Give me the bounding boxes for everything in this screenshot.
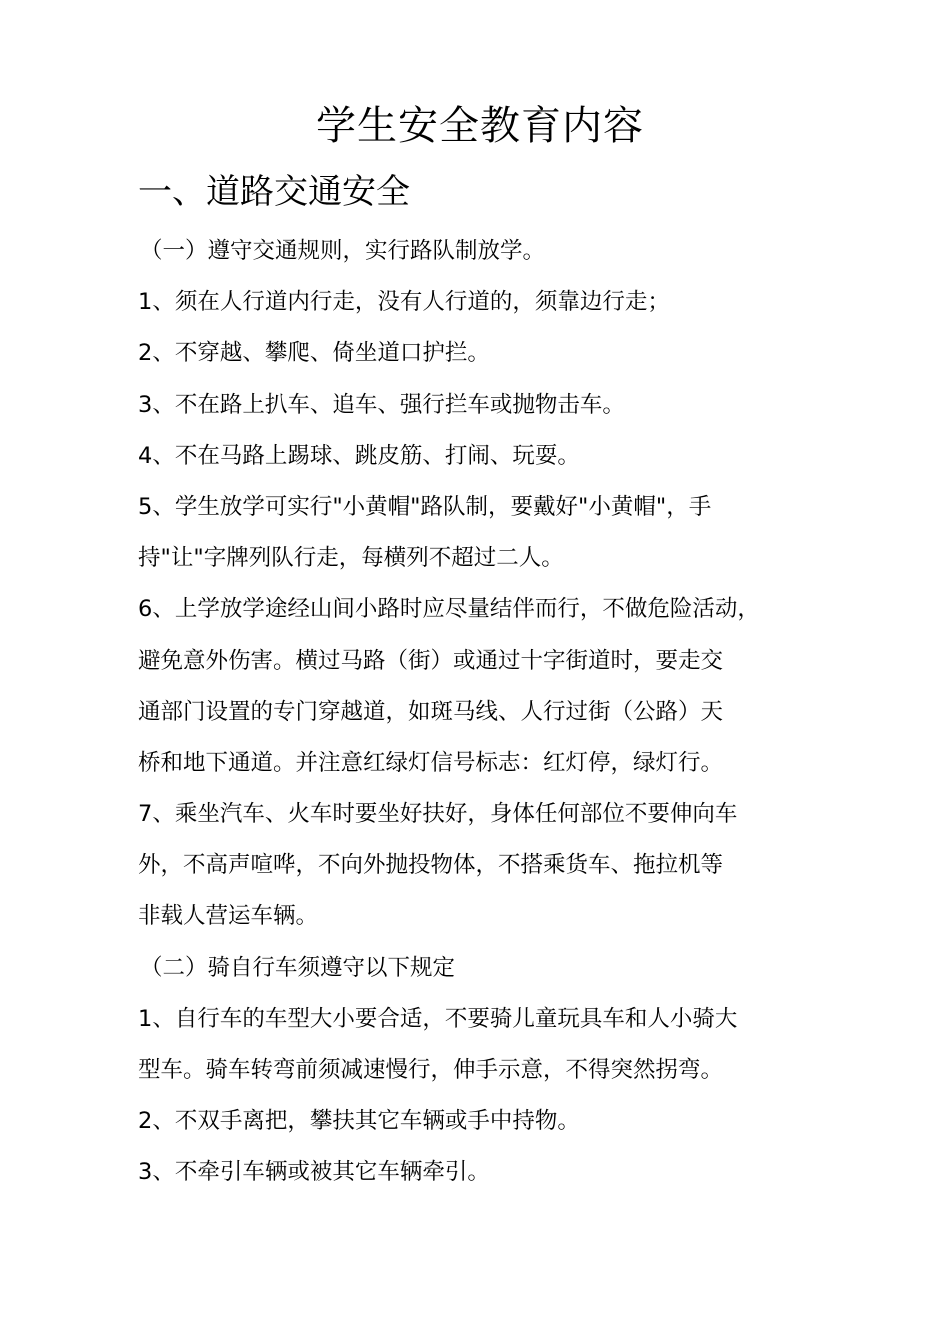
- paragraph-line: 外，不高声喧哗，不向外抛投物体，不搭乘货车、拖拉机等: [138, 852, 724, 879]
- paragraph-line: 7、乘坐汽车、火车时要坐好扶好，身体任何部位不要伸向车: [138, 801, 738, 828]
- paragraph-line: 5、学生放学可实行"小黄帽"路队制，要戴好"小黄帽"，手: [138, 493, 712, 520]
- paragraph-line: 桥和地下通道。并注意红绿灯信号标志：红灯停，绿灯行。: [138, 749, 724, 776]
- paragraph-line: 避免意外伤害。横过马路（街）或通过十字街道时，要走交: [138, 647, 724, 674]
- document-title: 学生安全教育内容: [316, 103, 644, 149]
- document-body: [138, 226, 838, 1199]
- paragraph-line: 2、不双手离把，攀扶其它车辆或手中持物。: [138, 1108, 580, 1135]
- paragraph-line: 4、不在马路上踢球、跳皮筋、打闹、玩耍。: [138, 442, 580, 469]
- paragraph-line: 3、不牵引车辆或被其它车辆牵引。: [138, 1159, 490, 1186]
- paragraph-line: 1、自行车的车型大小要合适，不要骑儿童玩具车和人小骑大: [138, 1005, 738, 1032]
- paragraph-line: 型车。骑车转弯前须减速慢行，伸手示意，不得突然拐弯。: [138, 1057, 724, 1083]
- paragraph-line: 6、上学放学途经山间小路时应尽量结伴而行，不做危险活动，: [138, 596, 760, 623]
- subsection-heading: （一）遵守交通规则，实行路队制放学。: [140, 238, 546, 264]
- paragraph-line: 2、不穿越、攀爬、倚坐道口护拦。: [138, 340, 490, 367]
- subsection-heading: （二）骑自行车须遵守以下规定: [140, 954, 456, 981]
- paragraph-line: 1、须在人行道内行走，没有人行道的，须靠边行走；: [138, 289, 670, 316]
- paragraph-line: 非载人营运车辆。: [138, 903, 319, 930]
- paragraph-line: 3、不在路上扒车、追车、强行拦车或抛物击车。: [138, 391, 625, 418]
- paragraph-line: 通部门设置的专门穿越道，如斑马线、人行过街（公路）天: [138, 698, 724, 725]
- section-heading: 一、道路交通安全: [138, 172, 410, 212]
- paragraph-line: 持"让"字牌列队行走，每横列不超过二人。: [138, 545, 564, 572]
